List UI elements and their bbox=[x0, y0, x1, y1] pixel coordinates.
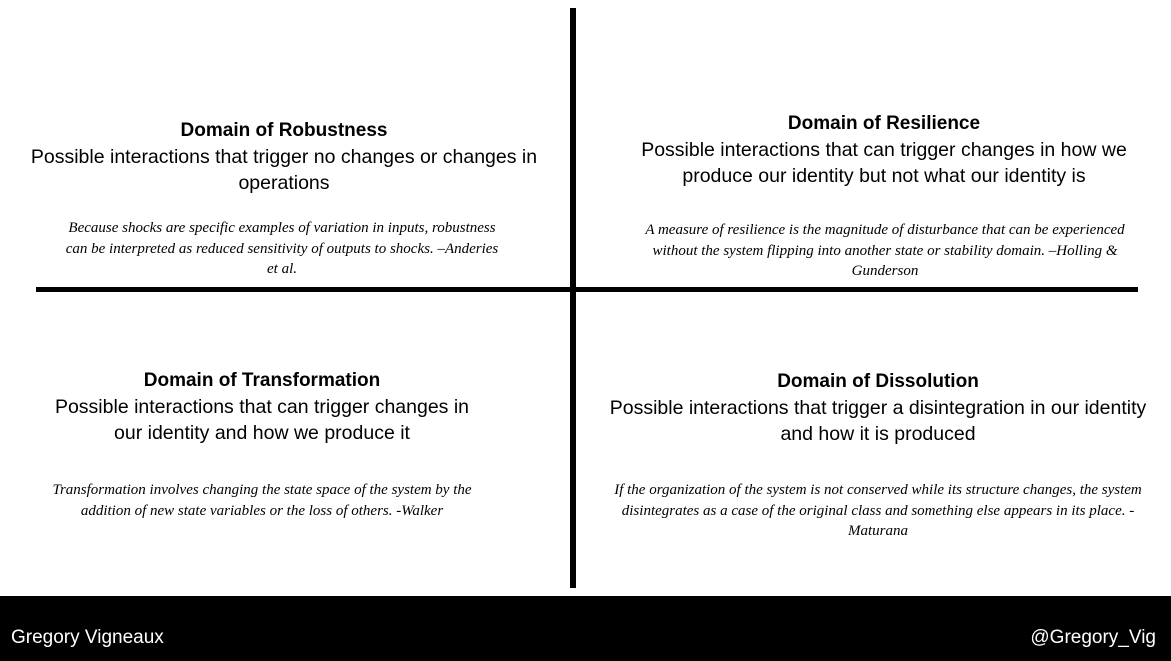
quadrant-title: Domain of Robustness bbox=[180, 120, 388, 141]
author-name: Gregory Vigneaux bbox=[11, 627, 164, 648]
quadrant-quote: A measure of resilience is the magnitude of disturbance that can be experienced without the system flipping into another state or stability domain. –Holling & Gunderson bbox=[645, 222, 1125, 279]
horizontal-axis-line bbox=[36, 287, 1138, 292]
quadrant-quote: Transformation involves changing the state space of the system by the addition of new state variables or the loss of others. -Walker bbox=[52, 482, 472, 519]
quadrant-title: Domain of Resilience bbox=[787, 113, 981, 134]
quadrant-description: Possible interactions that can trigger changes in how we produce our identity but not what our identity is bbox=[641, 139, 1127, 187]
quadrant-description: Possible interactions that trigger no changes or changes in operations bbox=[30, 146, 538, 194]
social-handle: @Gregory_Vig bbox=[1030, 627, 1156, 648]
quadrant-title: Domain of Dissolution bbox=[777, 371, 979, 392]
quadrant-robustness bbox=[28, 118, 540, 277]
quadrant-description: Possible interactions that can trigger changes in our identity and how we produce it bbox=[54, 396, 470, 444]
quadrant-dissolution bbox=[592, 369, 1164, 539]
quadrant-quote: Because shocks are specific examples of variation in inputs, robustness can be interpreted as reduced sensitivity of outputs to shocks. –Anderies et al. bbox=[65, 220, 499, 277]
quadrant-quote: If the organization of the system is not conserved while its structure changes, the system disintegrates as a case of the original class and something else appears in its place. -Maturana bbox=[614, 482, 1142, 539]
quadrant-transformation bbox=[52, 368, 472, 519]
vertical-axis-line bbox=[570, 8, 576, 588]
quadrant-title: Domain of Transformation bbox=[143, 370, 381, 391]
footer-bar bbox=[0, 596, 1171, 661]
quadrant-resilience bbox=[620, 111, 1148, 279]
quadrant-description: Possible interactions that trigger a disintegration in our identity and how it is produced bbox=[609, 397, 1147, 445]
